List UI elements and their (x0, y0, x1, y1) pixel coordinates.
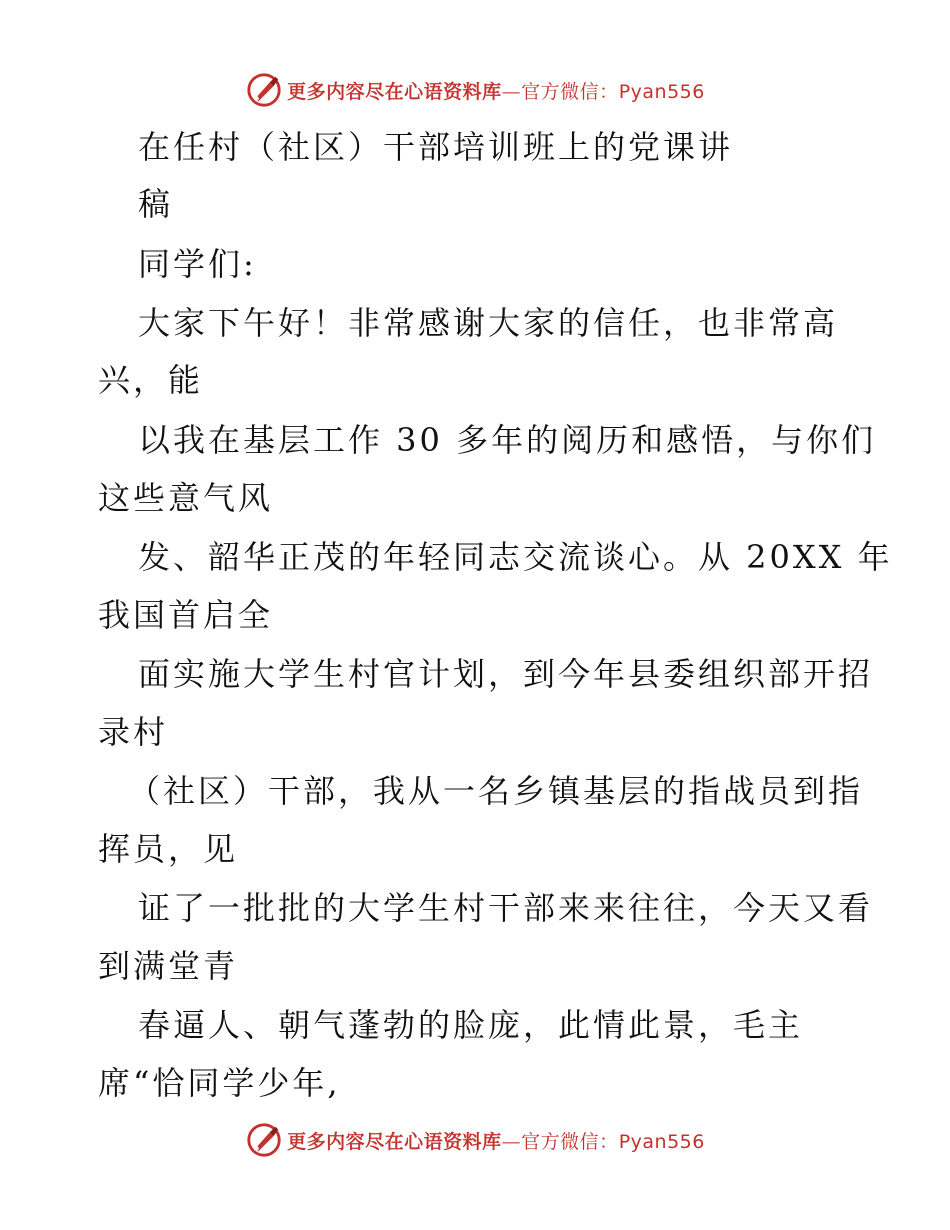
doc-title-line-1: 在任村（社区）干部培训班上的党课讲 (138, 128, 734, 166)
watermark-banner-bottom (0, 1120, 950, 1160)
watermark-text (287, 1127, 705, 1154)
watermark-dash: — (501, 1130, 522, 1153)
doc-line: （社区）干部，我从一名乡镇基层的指战员到指 (128, 772, 864, 810)
doc-title-line-2: 稿 (138, 185, 174, 223)
doc-line: 面实施大学生村官计划，到今年县委组织部开招 (138, 655, 874, 693)
doc-line: 发、韶华正茂的年轻同志交流谈心。从 20XX 年 (138, 538, 893, 576)
watermark-text (287, 77, 705, 104)
doc-line: 兴，能 (98, 361, 204, 399)
doc-line: 挥员，见 (98, 830, 239, 868)
pen-logo-icon (245, 71, 283, 109)
doc-salutation: 同学们: (138, 245, 257, 283)
watermark-wechat-id: Pyan556 (618, 80, 705, 103)
watermark-main-text: 更多内容尽在心语资料库 (287, 80, 502, 103)
pen-logo-icon (245, 1121, 283, 1159)
watermark-wechat-label: 官方微信： (521, 80, 619, 103)
doc-line: 到满堂青 (98, 947, 239, 985)
doc-line: 席“恰同学少年, (98, 1064, 341, 1102)
watermark-wechat-label: 官方微信： (521, 1130, 619, 1153)
doc-line: 春逼人、朝气蓬勃的脸庞，此情此景，毛主 (138, 1006, 804, 1044)
watermark-dash: — (501, 80, 522, 103)
watermark-wechat-id: Pyan556 (618, 1130, 705, 1153)
doc-line: 以我在基层工作 30 多年的阅历和感悟，与你们 (138, 421, 877, 459)
doc-line: 这些意气风 (98, 479, 274, 517)
watermark-banner-top (0, 70, 950, 110)
doc-line: 大家下午好！非常感谢大家的信任，也非常高 (138, 304, 839, 342)
doc-line: 录村 (98, 713, 169, 751)
watermark-main-text: 更多内容尽在心语资料库 (287, 1130, 502, 1153)
doc-line: 我国首启全 (98, 596, 274, 634)
doc-line: 证了一批批的大学生村干部来来往往，今天又看 (138, 889, 874, 927)
